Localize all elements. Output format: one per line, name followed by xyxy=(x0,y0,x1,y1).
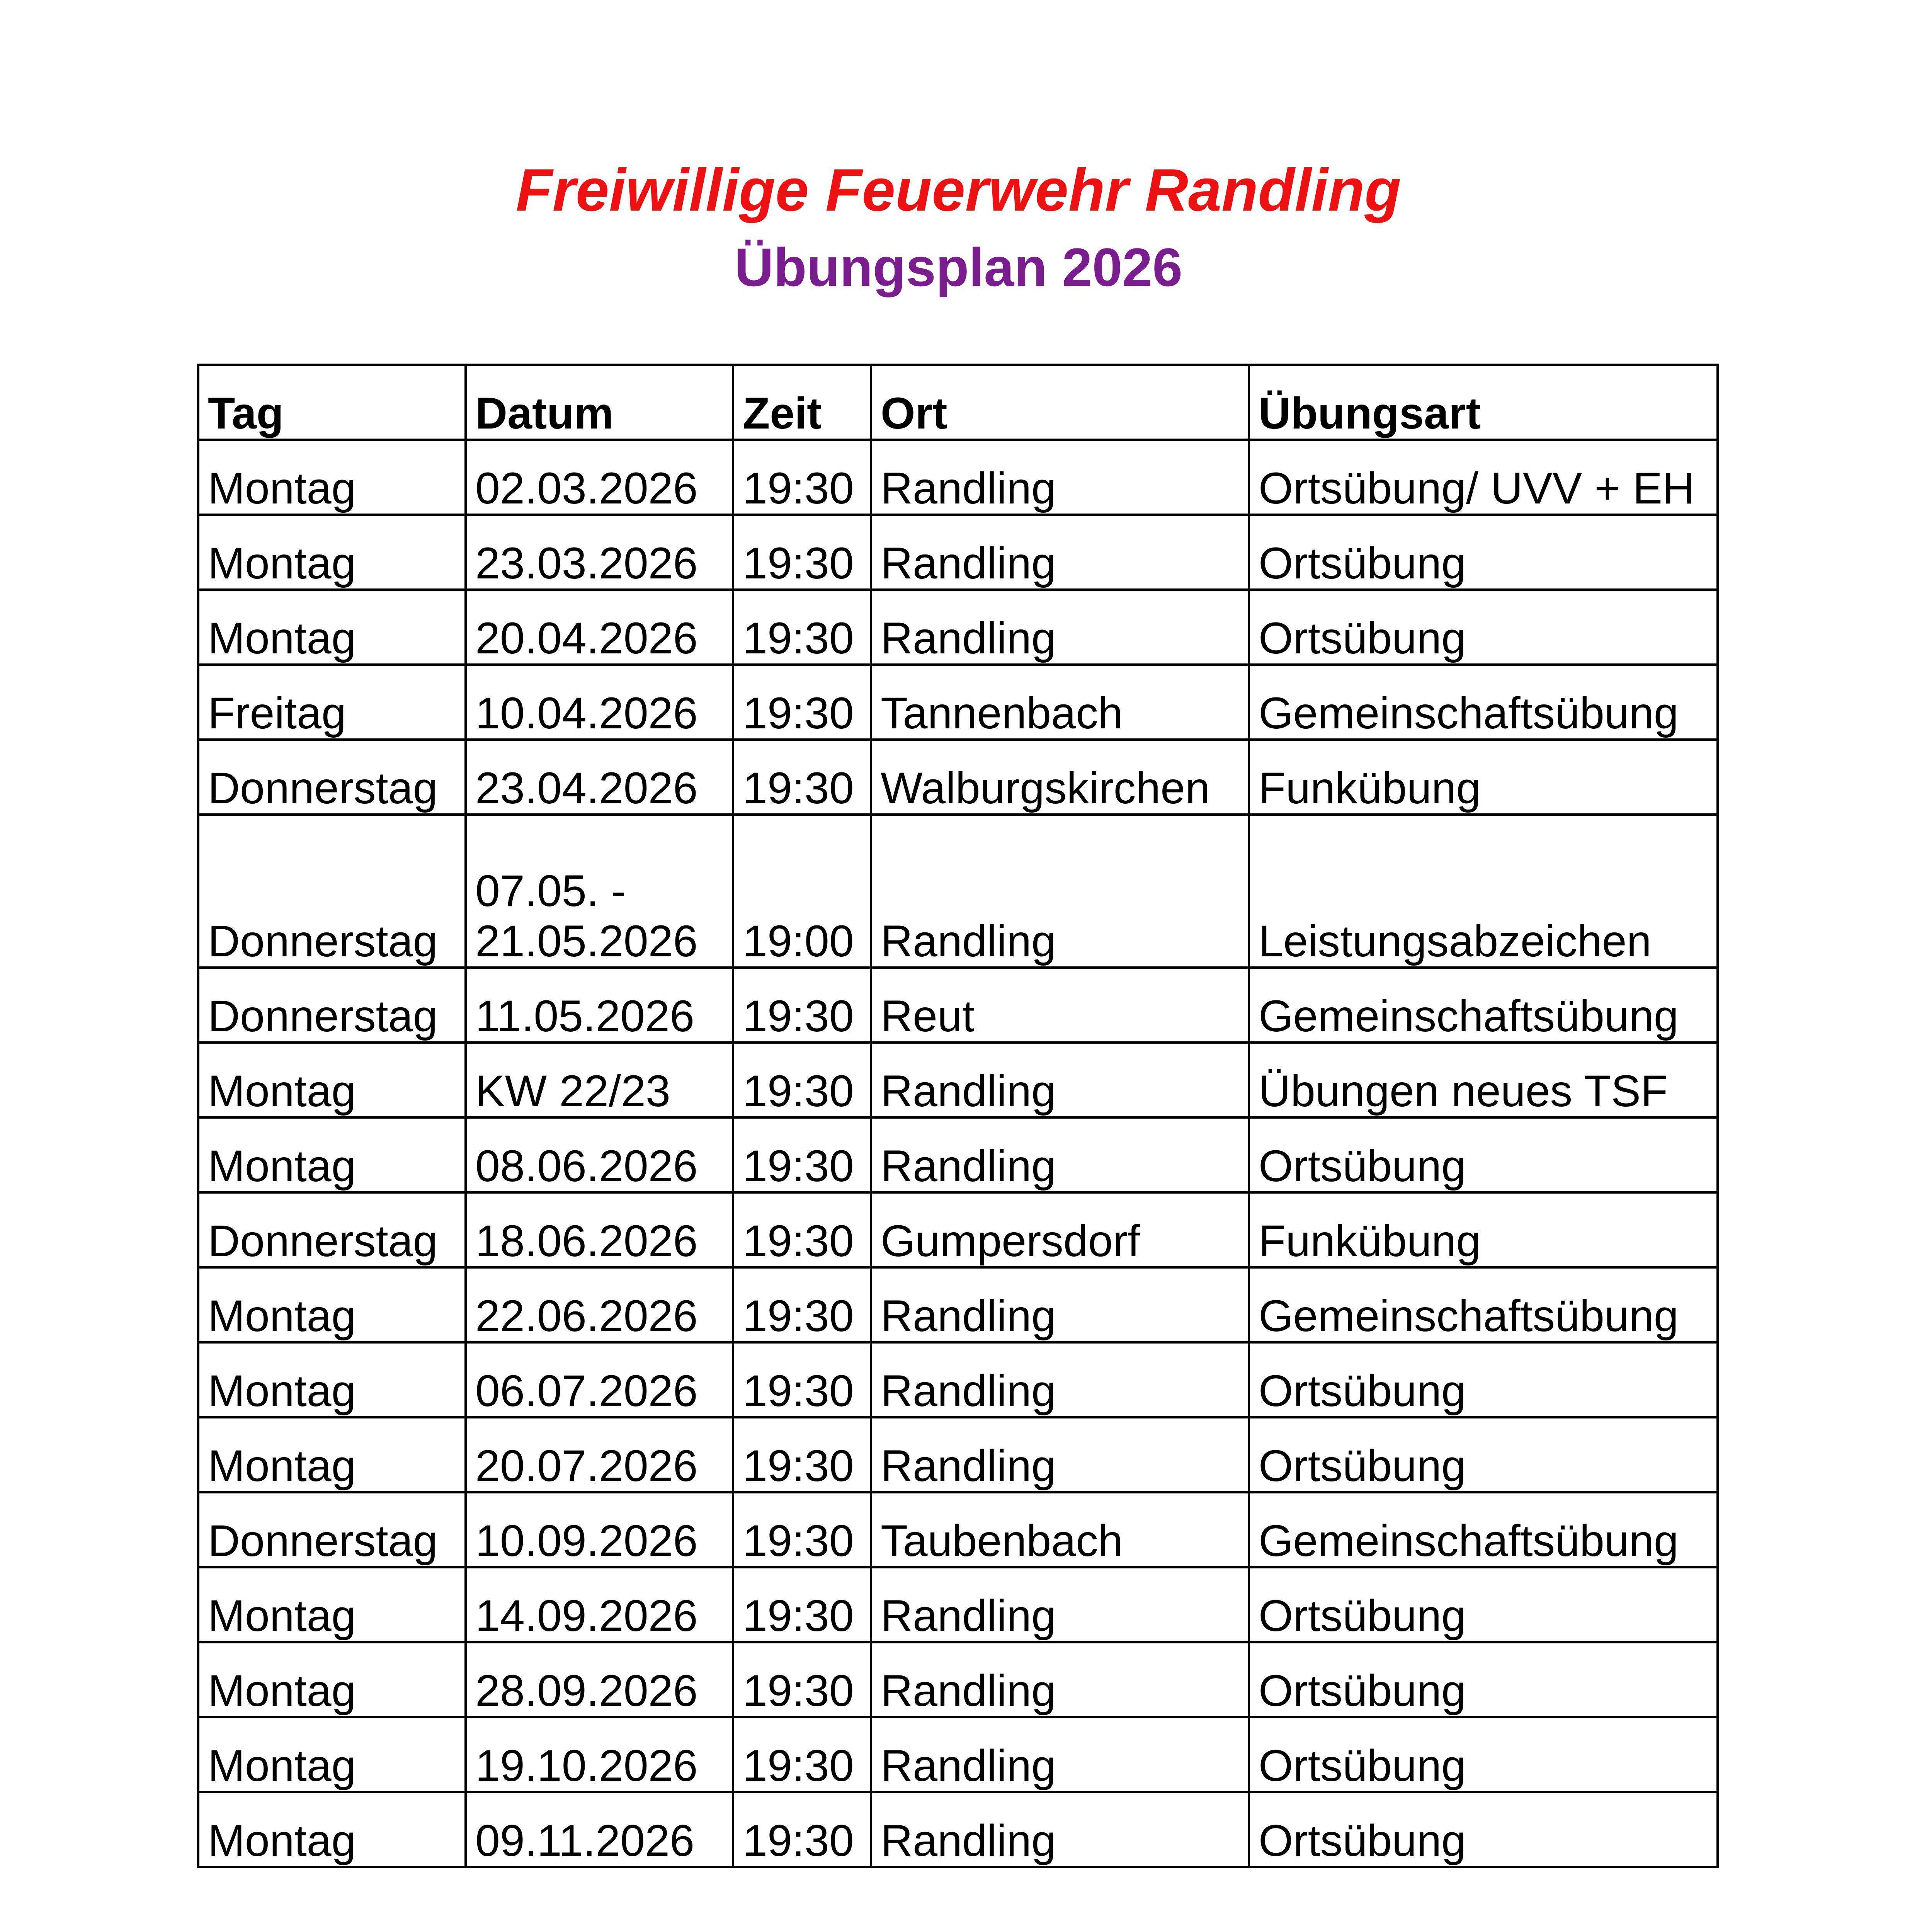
cell-uebungsart: Ortsübung xyxy=(1249,590,1718,665)
cell-datum: 20.07.2026 xyxy=(466,1417,733,1492)
cell-ort: Tannenbach xyxy=(871,665,1249,740)
cell-uebungsart: Ortsübung xyxy=(1249,1417,1718,1492)
page-subtitle: Übungsplan 2026 xyxy=(734,237,1183,298)
cell-ort: Randling xyxy=(871,1792,1249,1867)
cell-datum: 18.06.2026 xyxy=(466,1192,733,1267)
cell-datum: 10.04.2026 xyxy=(466,665,733,740)
cell-uebungsart: Ortsübung/ UVV + EH xyxy=(1249,440,1718,515)
table-row xyxy=(198,1043,1718,1117)
header-zeit: Zeit xyxy=(733,365,871,440)
header-tag: Tag xyxy=(198,365,466,440)
cell-ort: Randling xyxy=(871,815,1249,968)
cell-tag: Montag xyxy=(198,1642,466,1717)
table-row xyxy=(198,968,1718,1043)
cell-ort: Taubenbach xyxy=(871,1492,1249,1567)
cell-zeit: 19:30 xyxy=(733,968,871,1043)
cell-datum: 23.03.2026 xyxy=(466,515,733,590)
cell-zeit: 19:30 xyxy=(733,1117,871,1192)
cell-datum: 28.09.2026 xyxy=(466,1642,733,1717)
cell-zeit: 19:30 xyxy=(733,740,871,815)
cell-ort: Randling xyxy=(871,1342,1249,1417)
cell-uebungsart: Gemeinschaftsübung xyxy=(1249,665,1718,740)
page-title: Freiwillige Feuerwehr Randling xyxy=(516,156,1401,223)
cell-tag: Montag xyxy=(198,1117,466,1192)
cell-datum: 09.11.2026 xyxy=(466,1792,733,1867)
cell-tag: Montag xyxy=(198,1267,466,1342)
table-row xyxy=(198,1117,1718,1192)
cell-ort: Randling xyxy=(871,1117,1249,1192)
table-row xyxy=(198,665,1718,740)
cell-tag: Donnerstag xyxy=(198,815,466,968)
cell-ort: Reut xyxy=(871,968,1249,1043)
table-row xyxy=(198,1492,1718,1567)
table-row xyxy=(198,815,1718,968)
cell-ort: Randling xyxy=(871,1717,1249,1792)
cell-tag: Donnerstag xyxy=(198,1492,466,1567)
cell-uebungsart: Ortsübung xyxy=(1249,1792,1718,1867)
cell-datum: 22.06.2026 xyxy=(466,1267,733,1342)
cell-uebungsart: Ortsübung xyxy=(1249,1567,1718,1642)
cell-uebungsart: Übungen neues TSF xyxy=(1249,1043,1718,1117)
header-datum: Datum xyxy=(466,365,733,440)
table-row xyxy=(198,1642,1718,1717)
cell-uebungsart: Funkübung xyxy=(1249,740,1718,815)
cell-uebungsart: Ortsübung xyxy=(1249,1342,1718,1417)
cell-zeit: 19:30 xyxy=(733,1642,871,1717)
cell-zeit: 19:30 xyxy=(733,515,871,590)
cell-datum: 10.09.2026 xyxy=(466,1492,733,1567)
cell-tag: Montag xyxy=(198,1717,466,1792)
cell-datum: 07.05. - 21.05.2026 xyxy=(466,815,733,968)
cell-tag: Montag xyxy=(198,1792,466,1867)
cell-ort: Randling xyxy=(871,1642,1249,1717)
cell-datum: 23.04.2026 xyxy=(466,740,733,815)
cell-datum: KW 22/23 xyxy=(466,1043,733,1117)
cell-uebungsart: Gemeinschaftsübung xyxy=(1249,1492,1718,1567)
cell-tag: Montag xyxy=(198,1043,466,1117)
cell-ort: Randling xyxy=(871,1417,1249,1492)
table-row xyxy=(198,1342,1718,1417)
cell-ort: Gumpersdorf xyxy=(871,1192,1249,1267)
cell-datum: 19.10.2026 xyxy=(466,1717,733,1792)
table-row xyxy=(198,515,1718,590)
cell-ort: Randling xyxy=(871,590,1249,665)
cell-tag: Montag xyxy=(198,1342,466,1417)
table-row xyxy=(198,1792,1718,1867)
cell-ort: Randling xyxy=(871,1043,1249,1117)
header-uebungsart: Übungsart xyxy=(1249,365,1718,440)
cell-ort: Randling xyxy=(871,1267,1249,1342)
cell-zeit: 19:30 xyxy=(733,1043,871,1117)
cell-uebungsart: Gemeinschaftsübung xyxy=(1249,968,1718,1043)
cell-datum: 08.06.2026 xyxy=(466,1117,733,1192)
cell-ort: Walburgskirchen xyxy=(871,740,1249,815)
table-header-row xyxy=(198,365,1718,440)
cell-tag: Donnerstag xyxy=(198,1192,466,1267)
cell-tag: Montag xyxy=(198,1567,466,1642)
cell-uebungsart: Ortsübung xyxy=(1249,1117,1718,1192)
cell-zeit: 19:30 xyxy=(733,1492,871,1567)
table-row xyxy=(198,1267,1718,1342)
cell-uebungsart: Funkübung xyxy=(1249,1192,1718,1267)
cell-zeit: 19:30 xyxy=(733,1567,871,1642)
cell-uebungsart: Leistungsabzeichen xyxy=(1249,815,1718,968)
cell-datum: 14.09.2026 xyxy=(466,1567,733,1642)
table-row xyxy=(198,590,1718,665)
cell-datum: 20.04.2026 xyxy=(466,590,733,665)
cell-zeit: 19:30 xyxy=(733,590,871,665)
cell-uebungsart: Ortsübung xyxy=(1249,1717,1718,1792)
cell-uebungsart: Ortsübung xyxy=(1249,515,1718,590)
table-row xyxy=(198,1192,1718,1267)
cell-uebungsart: Gemeinschaftsübung xyxy=(1249,1267,1718,1342)
cell-tag: Donnerstag xyxy=(198,740,466,815)
cell-zeit: 19:00 xyxy=(733,815,871,968)
table-body xyxy=(198,440,1718,1867)
cell-zeit: 19:30 xyxy=(733,1342,871,1417)
cell-tag: Freitag xyxy=(198,665,466,740)
table-row xyxy=(198,740,1718,815)
cell-zeit: 19:30 xyxy=(733,1417,871,1492)
cell-tag: Montag xyxy=(198,440,466,515)
cell-zeit: 19:30 xyxy=(733,1792,871,1867)
cell-zeit: 19:30 xyxy=(733,1267,871,1342)
cell-zeit: 19:30 xyxy=(733,1717,871,1792)
cell-datum: 02.03.2026 xyxy=(466,440,733,515)
cell-ort: Randling xyxy=(871,440,1249,515)
table-row xyxy=(198,1717,1718,1792)
cell-tag: Montag xyxy=(198,1417,466,1492)
cell-tag: Donnerstag xyxy=(198,968,466,1043)
cell-zeit: 19:30 xyxy=(733,1192,871,1267)
cell-zeit: 19:30 xyxy=(733,440,871,515)
cell-datum: 06.07.2026 xyxy=(466,1342,733,1417)
cell-datum: 11.05.2026 xyxy=(466,968,733,1043)
table-row xyxy=(198,440,1718,515)
cell-tag: Montag xyxy=(198,515,466,590)
table-row xyxy=(198,1417,1718,1492)
header-ort: Ort xyxy=(871,365,1249,440)
cell-tag: Montag xyxy=(198,590,466,665)
cell-ort: Randling xyxy=(871,515,1249,590)
exercise-schedule-table xyxy=(197,364,1719,1868)
table-row xyxy=(198,1567,1718,1642)
cell-uebungsart: Ortsübung xyxy=(1249,1642,1718,1717)
cell-ort: Randling xyxy=(871,1567,1249,1642)
cell-zeit: 19:30 xyxy=(733,665,871,740)
